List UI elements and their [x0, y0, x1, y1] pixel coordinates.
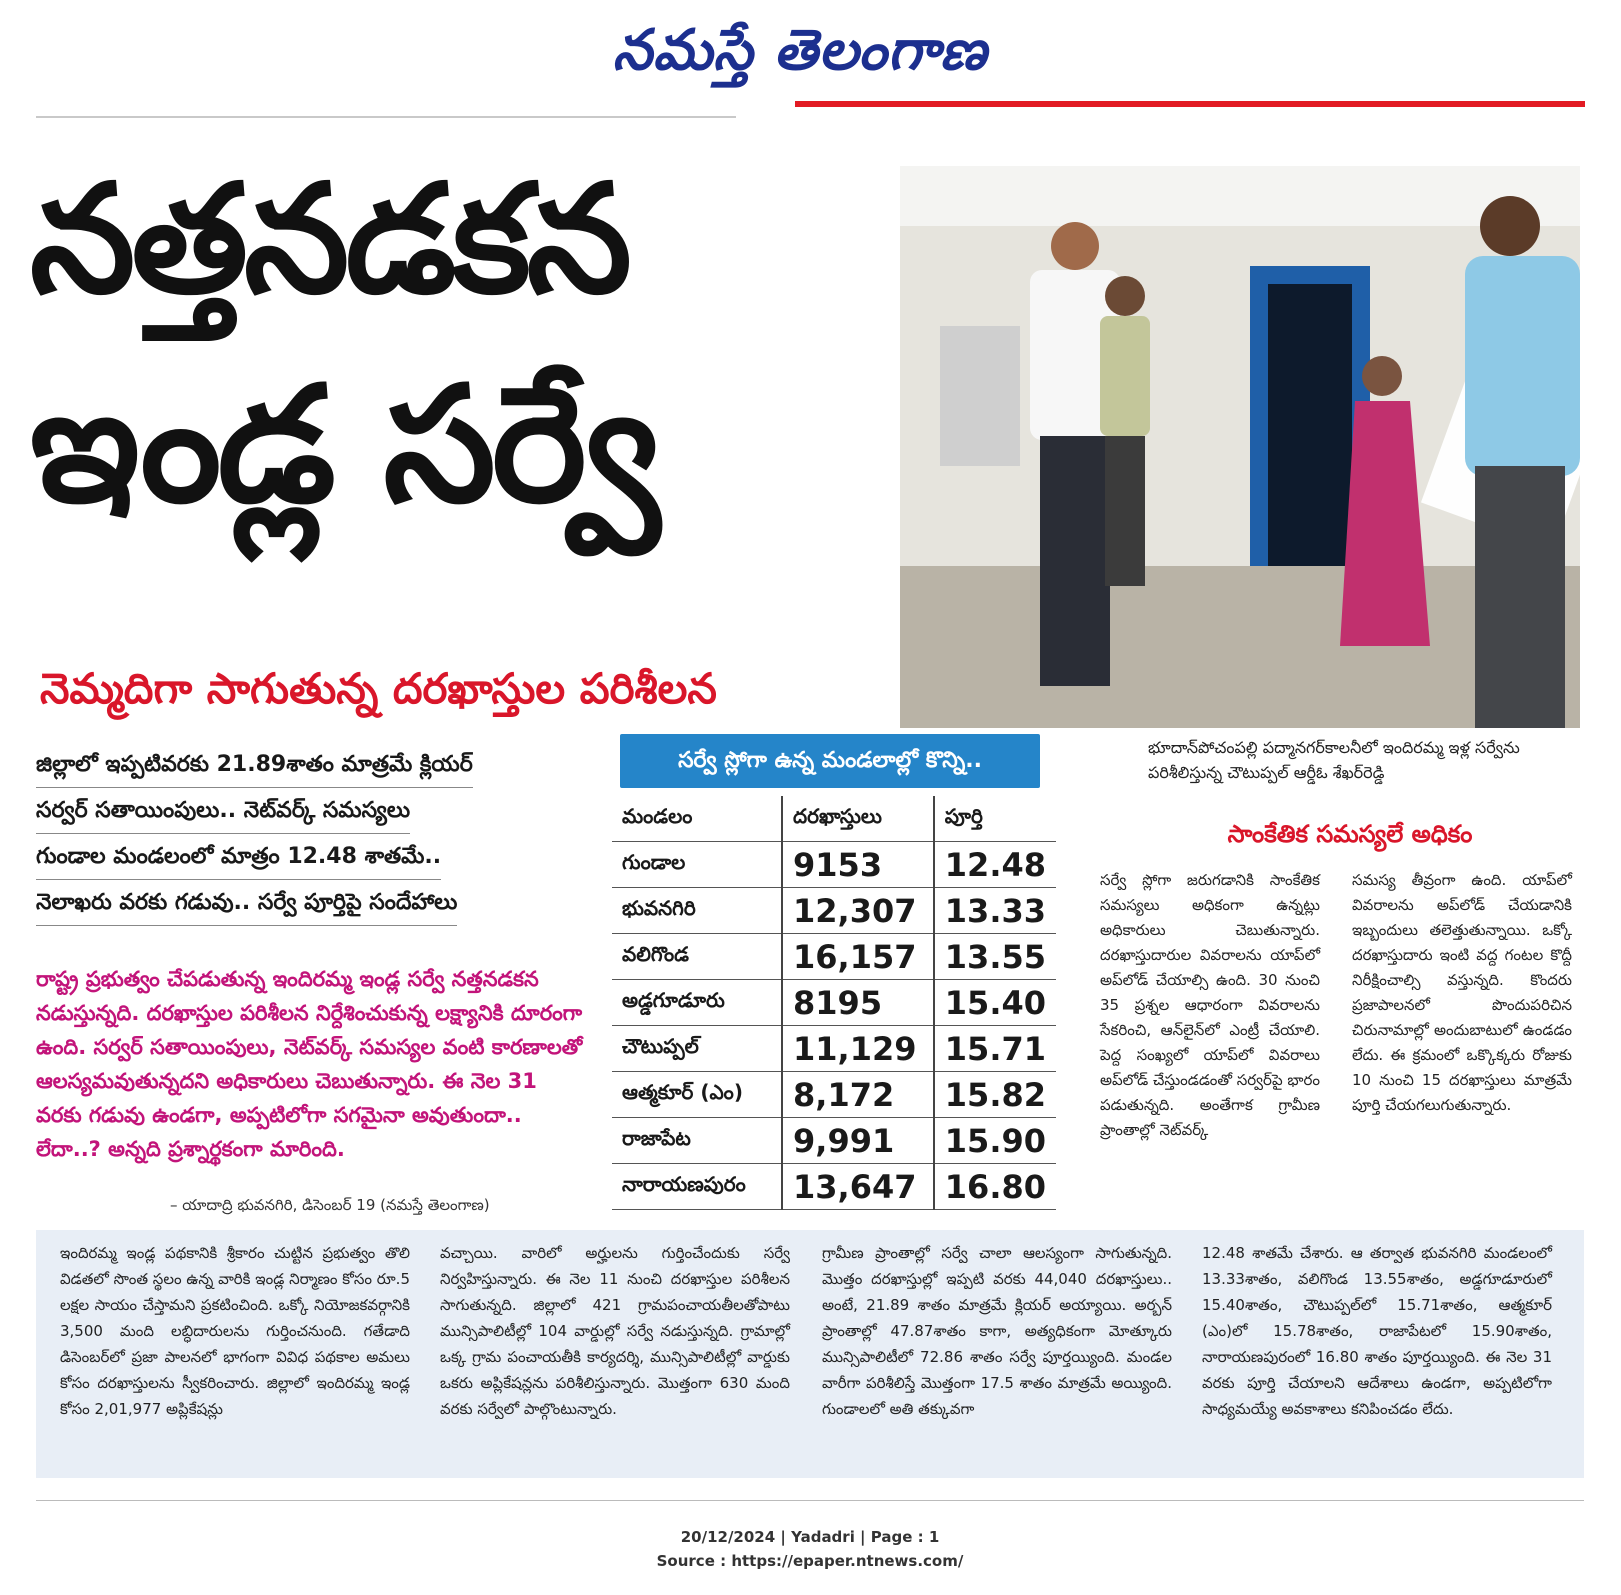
mandal-name: ఆత్మకూర్ (ఎం) — [612, 1072, 782, 1118]
column-header-mandal: మండలం — [612, 796, 782, 842]
highlight-item: సర్వర్ సతాయింపులు.. నెట్‌వర్క్ సమస్యలు — [36, 788, 410, 834]
table-row — [612, 934, 1056, 980]
footer-source-link[interactable]: Source : https://epaper.ntnews.com/ — [656, 1552, 964, 1570]
dateline: – యాదాద్రి భువనగిరి, డిసెంబర్ 19 (నమస్తే తెలంగాణ) — [170, 1196, 490, 1214]
highlights-list — [36, 742, 606, 926]
applications-count: 8,172 — [782, 1072, 934, 1118]
mandal-name: అడ్డగూడూరు — [612, 980, 782, 1026]
mandal-name: గుండాల — [612, 842, 782, 888]
masthead-logo: నమస్తే తెలంగాణ — [612, 17, 988, 83]
accent-rule — [795, 101, 1585, 107]
body-column-2: వచ్చాయి. వారిలో అర్హులను గుర్తించేందుకు సర్వే నిర్వహిస్తున్నారు. ఈ నెల 11 నుంచి దరఖాస్తుల పరిశీలన సాగుతున్నది. జిల్లాలో 421 గ్రామపంచాయతీలతోపాటు మున్సిపాలిటీల్లో 104 వార్డుల్లో సర్వే నడుస్తున్నది. గ్రామాల్లో ఒక్క గ్రామ పంచాయతీకి కార్యదర్శి, మున్సిపాలిటీల్లో వార్డుకు ఒకరు అప్లికేషన్లను పరిశీలిస్తున్నారు. మొత్తంగా 630 మంది వరకు సర్వేలో పాల్గొంటున్నారు. — [440, 1244, 790, 1418]
headline-line-1: నత్తనడకన — [30, 153, 628, 327]
body-column-1: ఇందిరమ్మ ఇండ్ల పథకానికి శ్రీకారం చుట్టిన ప్రభుత్వం తొలి విడతలో సొంత స్థలం ఉన్న వారికి ఇండ్ల నిర్మాణం కోసం రూ.5 లక్షల సాయం చేస్తామని ప్రకటించింది. ఒక్కో నియోజకవర్గానికి 3,500 మంది లబ్ధిదారులను గుర్తించనుంది. గతేడాది డిసెంబర్‌లో ప్రజా పాలనలో భాగంగా వివిధ పథకాల అమలు కోసం దరఖాస్తులను స్వీకరించారు. జిల్లాలో ఇందిరమ్మ ఇండ్ల కోసం 2,01,977 అప్లికేషన్లు — [60, 1244, 410, 1418]
table-row — [612, 1026, 1056, 1072]
table-row — [612, 980, 1056, 1026]
mandal-name: చౌటుప్పల్ — [612, 1026, 782, 1072]
completion-percent: 15.82 — [934, 1072, 1056, 1118]
mandal-name: రాజాపేట — [612, 1118, 782, 1164]
lead-paragraph: రాష్ట్ర ప్రభుత్వం చేపడుతున్న ఇందిరమ్మ ఇండ్ల సర్వే నత్తనడకన నడుస్తున్నది. దరఖాస్తుల పరిశీలన నిర్దేశించుకున్న లక్ష్యానికి దూరంగా ఉంది. సర్వర్ సతాయింపులు, నెట్‌వర్క్ సమస్యల వంటి కారణాలతో ఆలస్యమవుతున్నదని అధికారులు చెబుతున్నారు. ఈ నెల 31 వరకు గడువు ఉండగా, అప్పటిలోగా సగమైనా అవుతుందా.. లేదా..? అన్నది ప్రశ్నార్థకంగా మారింది. — [36, 967, 583, 1161]
sidebar-title: సాంకేతిక సమస్యలే అధికం — [1227, 820, 1473, 848]
completion-percent: 13.33 — [934, 888, 1056, 934]
applications-count: 11,129 — [782, 1026, 934, 1072]
highlight-item: జిల్లాలో ఇప్పటివరకు 21.89శాతం మాత్రమే క్లియర్ — [36, 742, 473, 788]
mandal-name: భువనగిరి — [612, 888, 782, 934]
completion-percent: 15.90 — [934, 1118, 1056, 1164]
applications-count: 16,157 — [782, 934, 934, 980]
table-header-row — [612, 796, 1056, 842]
highlight-item: నెలాఖరు వరకు గడువు.. సర్వే పూర్తిపై సందేహాలు — [36, 880, 457, 926]
completion-percent: 16.80 — [934, 1164, 1056, 1210]
mandal-table — [612, 796, 1056, 1210]
table-banner: సర్వే స్లోగా ఉన్న మండలాల్లో కొన్ని.. — [620, 734, 1040, 788]
body-column-4: 12.48 శాతమే చేశారు. ఆ తర్వాత భువనగిరి మండలంలో 13.33శాతం, వలిగొండ 13.55శాతం, అడ్డగూడూరులో 15.40శాతం, చౌటుప్పల్‌లో 15.71శాతం, ఆత్మకూర్ (ఎం)లో 15.78శాతం, రాజాపేటలో 15.90శాతం, నారాయణపురంలో 16.80 శాతం పూర్తయ్యింది. ఈ నెల 31 వరకు పూర్తి చేయాలని ఆదేశాలు ఉండగా, అప్పటిలోగా సాధ్యమయ్యే అవకాశాలు కనిపించడం లేదు. — [1202, 1244, 1552, 1418]
completion-percent: 15.40 — [934, 980, 1056, 1026]
applications-count: 9153 — [782, 842, 934, 888]
footer-page-info: 20/12/2024 | Yadadri | Page : 1 — [680, 1528, 940, 1546]
applications-count: 8195 — [782, 980, 934, 1026]
column-header-applications: దరఖాస్తులు — [782, 796, 934, 842]
headline-line-2: ఇండ్ల సర్వే — [30, 351, 656, 538]
completion-percent: 12.48 — [934, 842, 1056, 888]
photo-caption: భూదాన్‌పోచంపల్లి పద్మానగర్‌కాలనీలో ఇందిరమ్మ ఇళ్ల సర్వేను పరిశీలిస్తున్న చౌటుప్పల్ ఆర్డీఓ శేఖర్‌రెడ్డి — [1148, 738, 1520, 782]
mandal-name: వలిగొండ — [612, 934, 782, 980]
table-row — [612, 842, 1056, 888]
sidebar-column-1: సర్వే స్లోగా జరుగడానికి సాంకేతిక సమస్యలు అధికంగా ఉన్నట్లు అధికారులు చెబుతున్నారు. దరఖాస్తుదారుల వివరాలను యాప్‌లో అప్‌లోడ్ చేయాల్సి ఉంది. 30 నుంచి 35 ప్రశ్నల ఆధారంగా వివరాలను సేకరించి, ఆన్‌లైన్‌లో ఎంట్రీ చేయాలి. పెద్ద సంఖ్యలో యాప్‌లో వివరాలు అప్‌లోడ్ చేస్తుండడంతో సర్వర్‌పై భారం పడుతున్నది. అంతేగాక గ్రామీణ ప్రాంతాల్లో నెట్‌వర్క్ — [1100, 871, 1320, 1139]
mandal-name: నారాయణపురం — [612, 1164, 782, 1210]
sidebar-column-2: సమస్య తీవ్రంగా ఉంది. యాప్‌లో వివరాలను అప్‌లోడ్ చేయడానికి ఇబ్బందులు తలెత్తుతున్నాయి. ఒక్కో దరఖాస్తుదారు ఇంటి వద్ద గంటల కొద్దీ నిరీక్షించాల్సి వస్తున్నది. కొందరు ప్రజాపాలనలో పొందుపరిచిన చిరునామాల్లో అందుబాటులో ఉండడం లేదు. ఈ క్రమంలో ఒక్కొక్కరు రోజుకు 10 నుంచి 15 దరఖాస్తులు మాత్రమే పూర్తి చేయగలుగుతున్నారు. — [1352, 871, 1572, 1114]
footer-rule — [36, 1500, 1584, 1501]
body-column-3: గ్రామీణ ప్రాంతాల్లో సర్వే చాలా ఆలస్యంగా సాగుతున్నది. మొత్తం దరఖాస్తుల్లో ఇప్పటి వరకు 44,040 దరఖాస్తులు.. అంటే, 21.89 శాతం మాత్రమే క్లియర్ అయ్యాయి. అర్బన్ ప్రాంతాల్లో 47.87శాతం కాగా, అత్యధికంగా మోత్కూరు మున్సిపాలిటీలో 72.86 శాతం సర్వే పూర్తయ్యింది. మండల వారీగా పరిశీలిస్తే మొత్తంగా 17.5 శాతం మాత్రమే అయ్యింది. గుండాలలో అతి తక్కువగా — [822, 1244, 1172, 1418]
divider-rule — [36, 116, 736, 118]
table-row — [612, 1072, 1056, 1118]
subheadline: నెమ్మదిగా సాగుతున్న దరఖాస్తుల పరిశీలన — [40, 664, 717, 713]
applications-count: 9,991 — [782, 1118, 934, 1164]
applications-count: 13,647 — [782, 1164, 934, 1210]
table-row — [612, 1164, 1056, 1210]
completion-percent: 13.55 — [934, 934, 1056, 980]
news-photo — [900, 166, 1580, 728]
applications-count: 12,307 — [782, 888, 934, 934]
completion-percent: 15.71 — [934, 1026, 1056, 1072]
table-row — [612, 1118, 1056, 1164]
table-row — [612, 888, 1056, 934]
column-header-completed: పూర్తి — [934, 796, 1056, 842]
photo-illustration — [900, 166, 1580, 728]
highlight-item: గుండాల మండలంలో మాత్రం 12.48 శాతమే.. — [36, 834, 441, 880]
